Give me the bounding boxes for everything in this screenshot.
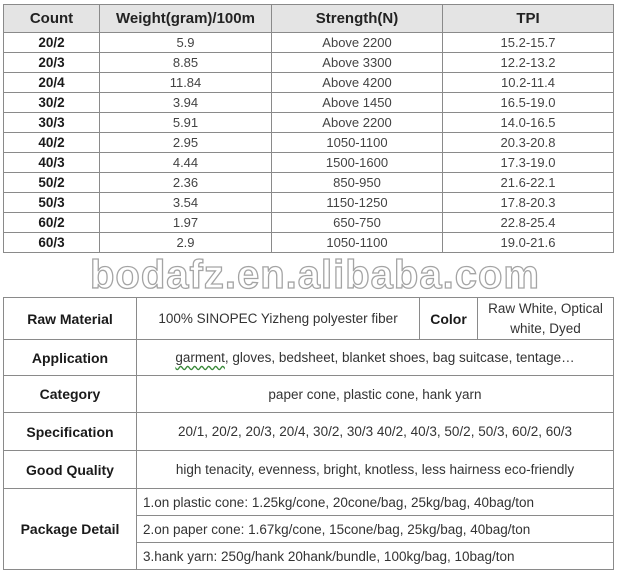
strength-cell: Above 3300 <box>272 53 443 73</box>
application-label: Application <box>4 340 137 376</box>
good-quality-value: high tenacity, evenness, bright, knotless, less hairness eco-friendly <box>137 451 614 489</box>
count-cell: 30/2 <box>4 93 100 113</box>
spellcheck-word: garment <box>175 350 225 365</box>
product-details-table <box>3 297 614 570</box>
strength-cell: 650-750 <box>272 213 443 233</box>
category-label: Category <box>4 376 137 413</box>
table-row <box>4 193 614 213</box>
application-value-rest: , gloves, bedsheet, blanket shoes, bag suitcase, tentage… <box>224 350 575 365</box>
good-quality-label: Good Quality <box>4 451 137 489</box>
table-row <box>4 33 614 53</box>
count-cell: 30/3 <box>4 113 100 133</box>
table-row <box>4 233 614 253</box>
color-value <box>478 298 614 340</box>
strength-cell: Above 1450 <box>272 93 443 113</box>
count-cell: 40/2 <box>4 133 100 153</box>
strength-cell: 850-950 <box>272 173 443 193</box>
weight-cell: 5.91 <box>100 113 272 133</box>
count-cell: 50/2 <box>4 173 100 193</box>
header-weight: Weight(gram)/100m <box>100 5 272 33</box>
watermark-text: bodafz.en.alibaba.com <box>90 253 540 297</box>
table-row <box>4 113 614 133</box>
header-count: Count <box>4 5 100 33</box>
weight-cell: 3.54 <box>100 193 272 213</box>
weight-cell: 3.94 <box>100 93 272 113</box>
tpi-cell: 19.0-21.6 <box>443 233 614 253</box>
weight-cell: 1.97 <box>100 213 272 233</box>
tpi-cell: 22.8-25.4 <box>443 213 614 233</box>
table-row <box>4 173 614 193</box>
weight-cell: 5.9 <box>100 33 272 53</box>
package-line: 3.hank yarn: 250g/hank 20hank/bundle, 100kg/bag, 10bag/ton <box>137 543 614 570</box>
color-label: Color <box>420 298 478 340</box>
count-cell: 60/2 <box>4 213 100 233</box>
strength-cell: 1050-1100 <box>272 233 443 253</box>
strength-cell: Above 4200 <box>272 73 443 93</box>
strength-cell: Above 2200 <box>272 33 443 53</box>
good-quality-row <box>4 451 614 489</box>
strength-cell: 1150-1250 <box>272 193 443 213</box>
tpi-cell: 21.6-22.1 <box>443 173 614 193</box>
header-strength: Strength(N) <box>272 5 443 33</box>
weight-cell: 11.84 <box>100 73 272 93</box>
table-row <box>4 93 614 113</box>
tpi-cell: 14.0-16.5 <box>443 113 614 133</box>
application-value <box>137 340 614 376</box>
tpi-cell: 12.2-13.2 <box>443 53 614 73</box>
table-row <box>4 213 614 233</box>
raw-material-row <box>4 298 614 340</box>
table-row <box>4 53 614 73</box>
tpi-cell: 15.2-15.7 <box>443 33 614 53</box>
count-cell: 20/2 <box>4 33 100 53</box>
count-cell: 20/3 <box>4 53 100 73</box>
category-value: paper cone, plastic cone, hank yarn <box>137 376 614 413</box>
package-line: 1.on plastic cone: 1.25kg/cone, 20cone/bag, 25kg/bag, 40bag/ton <box>137 489 614 516</box>
count-cell: 50/3 <box>4 193 100 213</box>
raw-material-value: 100% SINOPEC Yizheng polyester fiber <box>137 298 420 340</box>
package-detail-label: Package Detail <box>4 489 137 570</box>
weight-cell: 2.95 <box>100 133 272 153</box>
weight-cell: 2.36 <box>100 173 272 193</box>
weight-cell: 8.85 <box>100 53 272 73</box>
strength-cell: Above 2200 <box>272 113 443 133</box>
table-row <box>4 133 614 153</box>
application-row <box>4 340 614 376</box>
color-value-line1: Raw White, Optical <box>488 300 603 316</box>
count-cell: 60/3 <box>4 233 100 253</box>
weight-cell: 4.44 <box>100 153 272 173</box>
package-line: 2.on paper cone: 1.67kg/cone, 15cone/bag, 25kg/bag, 40bag/ton <box>137 516 614 543</box>
tpi-cell: 20.3-20.8 <box>443 133 614 153</box>
tpi-cell: 10.2-11.4 <box>443 73 614 93</box>
tpi-cell: 17.3-19.0 <box>443 153 614 173</box>
count-cell: 20/4 <box>4 73 100 93</box>
tpi-cell: 16.5-19.0 <box>443 93 614 113</box>
table-row <box>4 153 614 173</box>
color-value-line2: white, Dyed <box>510 320 581 336</box>
strength-cell: 1050-1100 <box>272 133 443 153</box>
raw-material-label: Raw Material <box>4 298 137 340</box>
package-detail-row <box>4 489 614 516</box>
category-row <box>4 376 614 413</box>
header-tpi: TPI <box>443 5 614 33</box>
yarn-spec-table <box>3 4 614 253</box>
specification-value: 20/1, 20/2, 20/3, 20/4, 30/2, 30/3 40/2, 40/3, 50/2, 50/3, 60/2, 60/3 <box>137 413 614 451</box>
count-cell: 40/3 <box>4 153 100 173</box>
weight-cell: 2.9 <box>100 233 272 253</box>
table-row <box>4 73 614 93</box>
specification-label: Specification <box>4 413 137 451</box>
strength-cell: 1500-1600 <box>272 153 443 173</box>
spec-header-row <box>4 5 614 33</box>
specification-row <box>4 413 614 451</box>
tpi-cell: 17.8-20.3 <box>443 193 614 213</box>
